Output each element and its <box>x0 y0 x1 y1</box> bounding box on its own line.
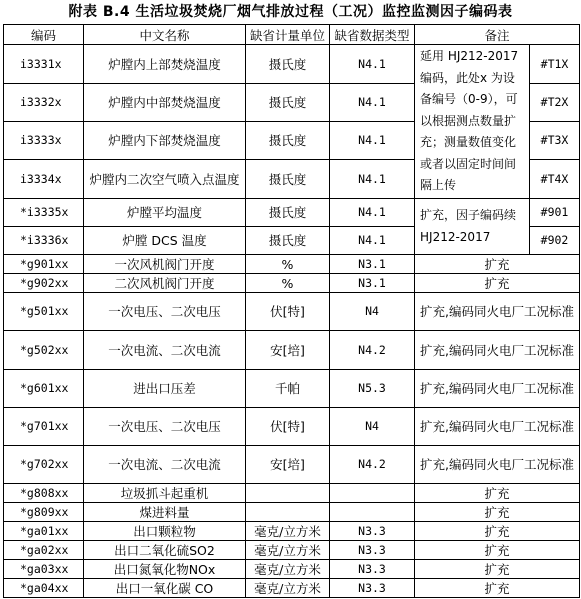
name-cell: 进出口压差 <box>84 370 246 408</box>
type-cell: N3.3 <box>330 579 415 598</box>
code-cell: *g702xx <box>4 446 84 484</box>
unit-cell: 毫克/立方米 <box>246 579 330 598</box>
type-cell <box>330 484 415 503</box>
unit-cell: % <box>246 255 330 274</box>
unit-cell: 安[培] <box>246 446 330 484</box>
name-cell: 一次电压、二次电压 <box>84 293 246 331</box>
name-cell: 一次风机阀门开度 <box>84 255 246 274</box>
type-cell: N4.1 <box>330 45 415 84</box>
table-row <box>4 579 580 598</box>
table-row <box>4 331 580 370</box>
code-cell: *ga04xx <box>4 579 84 598</box>
header-remark: 备注 <box>415 25 580 45</box>
remark-cell: 扩充 <box>415 484 580 503</box>
table-row <box>4 199 580 227</box>
remark-cell: 扩充,编码同火电厂工况标准 <box>415 446 580 484</box>
table-title: 附表 B.4 生活垃圾焚烧厂烟气排放过程（工况）监控监测因子编码表 <box>68 4 513 20</box>
name-cell: 炉膛平均温度 <box>84 199 246 227</box>
name-cell: 一次电压、二次电压 <box>84 408 246 446</box>
tag-cell: #T4X <box>530 160 580 199</box>
unit-cell: 摄氏度 <box>246 227 330 255</box>
remark-cell: 扩充 <box>415 503 580 522</box>
tag-cell: #901 <box>530 199 580 227</box>
remark-cell: 扩充 <box>415 255 580 274</box>
remark-cell: 扩充 <box>415 579 580 598</box>
code-cell: *g501xx <box>4 293 84 331</box>
type-cell: N4.1 <box>330 84 415 122</box>
unit-cell: 摄氏度 <box>246 199 330 227</box>
code-cell: *g502xx <box>4 331 84 370</box>
name-cell: 垃圾抓斗起重机 <box>84 484 246 503</box>
type-cell <box>330 503 415 522</box>
remark-cell: 扩充 <box>415 522 580 541</box>
table-row <box>4 408 580 446</box>
name-cell: 炉膛内上部焚烧温度 <box>84 45 246 84</box>
unit-cell: 安[培] <box>246 331 330 370</box>
remark-cell: 扩充,编码同火电厂工况标准 <box>415 370 580 408</box>
table-row <box>4 293 580 331</box>
type-cell: N4 <box>330 293 415 331</box>
remark-cell: 扩充 <box>415 541 580 560</box>
table-row <box>4 503 580 522</box>
code-cell: i3331x <box>4 45 84 84</box>
table-row <box>4 370 580 408</box>
tag-cell: #T2X <box>530 84 580 122</box>
code-cell: *i3336x <box>4 227 84 255</box>
type-cell: N4 <box>330 408 415 446</box>
type-cell: N3.3 <box>330 541 415 560</box>
name-cell: 炉膛内二次空气喷入点温度 <box>84 160 246 199</box>
unit-cell: 毫克/立方米 <box>246 541 330 560</box>
type-cell: N4.2 <box>330 446 415 484</box>
table-row <box>4 484 580 503</box>
unit-cell <box>246 484 330 503</box>
code-cell: i3332x <box>4 84 84 122</box>
code-cell: i3334x <box>4 160 84 199</box>
code-cell: *ga03xx <box>4 560 84 579</box>
type-cell: N3.1 <box>330 255 415 274</box>
name-cell: 煤进料量 <box>84 503 246 522</box>
remark-cell: 扩充,编码同火电厂工况标准 <box>415 331 580 370</box>
name-cell: 二次风机阀门开度 <box>84 274 246 293</box>
table-row <box>4 255 580 274</box>
unit-cell: 毫克/立方米 <box>246 522 330 541</box>
unit-cell: % <box>246 274 330 293</box>
header-name: 中文名称 <box>84 25 246 45</box>
unit-cell: 伏[特] <box>246 293 330 331</box>
tag-cell: #T1X <box>530 45 580 84</box>
remark-cell: 扩充 <box>415 560 580 579</box>
name-cell: 炉膛内下部焚烧温度 <box>84 122 246 160</box>
unit-cell <box>246 503 330 522</box>
remark-note-extend: 扩充，因子编码续 HJ212-2017 <box>415 199 530 255</box>
type-cell: N4.1 <box>330 122 415 160</box>
header-unit: 缺省计量单位 <box>246 25 330 45</box>
name-cell: 出口颗粒物 <box>84 522 246 541</box>
unit-cell: 摄氏度 <box>246 45 330 84</box>
type-cell: N5.3 <box>330 370 415 408</box>
type-cell: N4.1 <box>330 199 415 227</box>
unit-cell: 摄氏度 <box>246 160 330 199</box>
unit-cell: 伏[特] <box>246 408 330 446</box>
remark-note-reuse: 延用 HJ212-2017 编码，此处x 为设备编号（0-9），可以根据测点数量扩充；测量数值变化或者以固定时间间隔上传 <box>415 45 530 199</box>
table-row <box>4 541 580 560</box>
remark-cell: 扩充 <box>415 274 580 293</box>
unit-cell: 摄氏度 <box>246 122 330 160</box>
remark-cell: 扩充,编码同火电厂工况标准 <box>415 293 580 331</box>
type-cell: N3.3 <box>330 560 415 579</box>
code-cell: *g601xx <box>4 370 84 408</box>
name-cell: 炉膛内中部焚烧温度 <box>84 84 246 122</box>
code-cell: *i3335x <box>4 199 84 227</box>
header-type: 缺省数据类型 <box>330 25 415 45</box>
name-cell: 出口二氧化硫SO2 <box>84 541 246 560</box>
remark-cell: 扩充,编码同火电厂工况标准 <box>415 408 580 446</box>
type-cell: N3.1 <box>330 274 415 293</box>
code-cell: *g901xx <box>4 255 84 274</box>
code-cell: *g809xx <box>4 503 84 522</box>
name-cell: 出口一氧化碳 CO <box>84 579 246 598</box>
unit-cell: 千帕 <box>246 370 330 408</box>
table-row <box>4 560 580 579</box>
code-cell: *g902xx <box>4 274 84 293</box>
factor-code-table <box>3 24 580 598</box>
header-row <box>4 25 580 45</box>
unit-cell: 摄氏度 <box>246 84 330 122</box>
code-cell: *g701xx <box>4 408 84 446</box>
name-cell: 一次电流、二次电流 <box>84 446 246 484</box>
tag-cell: #902 <box>530 227 580 255</box>
code-cell: *ga01xx <box>4 522 84 541</box>
table-row <box>4 45 580 84</box>
code-cell: *ga02xx <box>4 541 84 560</box>
table-row <box>4 522 580 541</box>
name-cell: 炉膛 DCS 温度 <box>84 227 246 255</box>
type-cell: N4.2 <box>330 331 415 370</box>
header-code: 编码 <box>4 25 84 45</box>
name-cell: 出口氮氧化物NOx <box>84 560 246 579</box>
type-cell: N3.3 <box>330 522 415 541</box>
name-cell: 一次电流、二次电流 <box>84 331 246 370</box>
type-cell: N4.1 <box>330 227 415 255</box>
type-cell: N4.1 <box>330 160 415 199</box>
unit-cell: 毫克/立方米 <box>246 560 330 579</box>
code-cell: i3333x <box>4 122 84 160</box>
table-row <box>4 274 580 293</box>
code-cell: *g808xx <box>4 484 84 503</box>
tag-cell: #T3X <box>530 122 580 160</box>
table-row <box>4 446 580 484</box>
